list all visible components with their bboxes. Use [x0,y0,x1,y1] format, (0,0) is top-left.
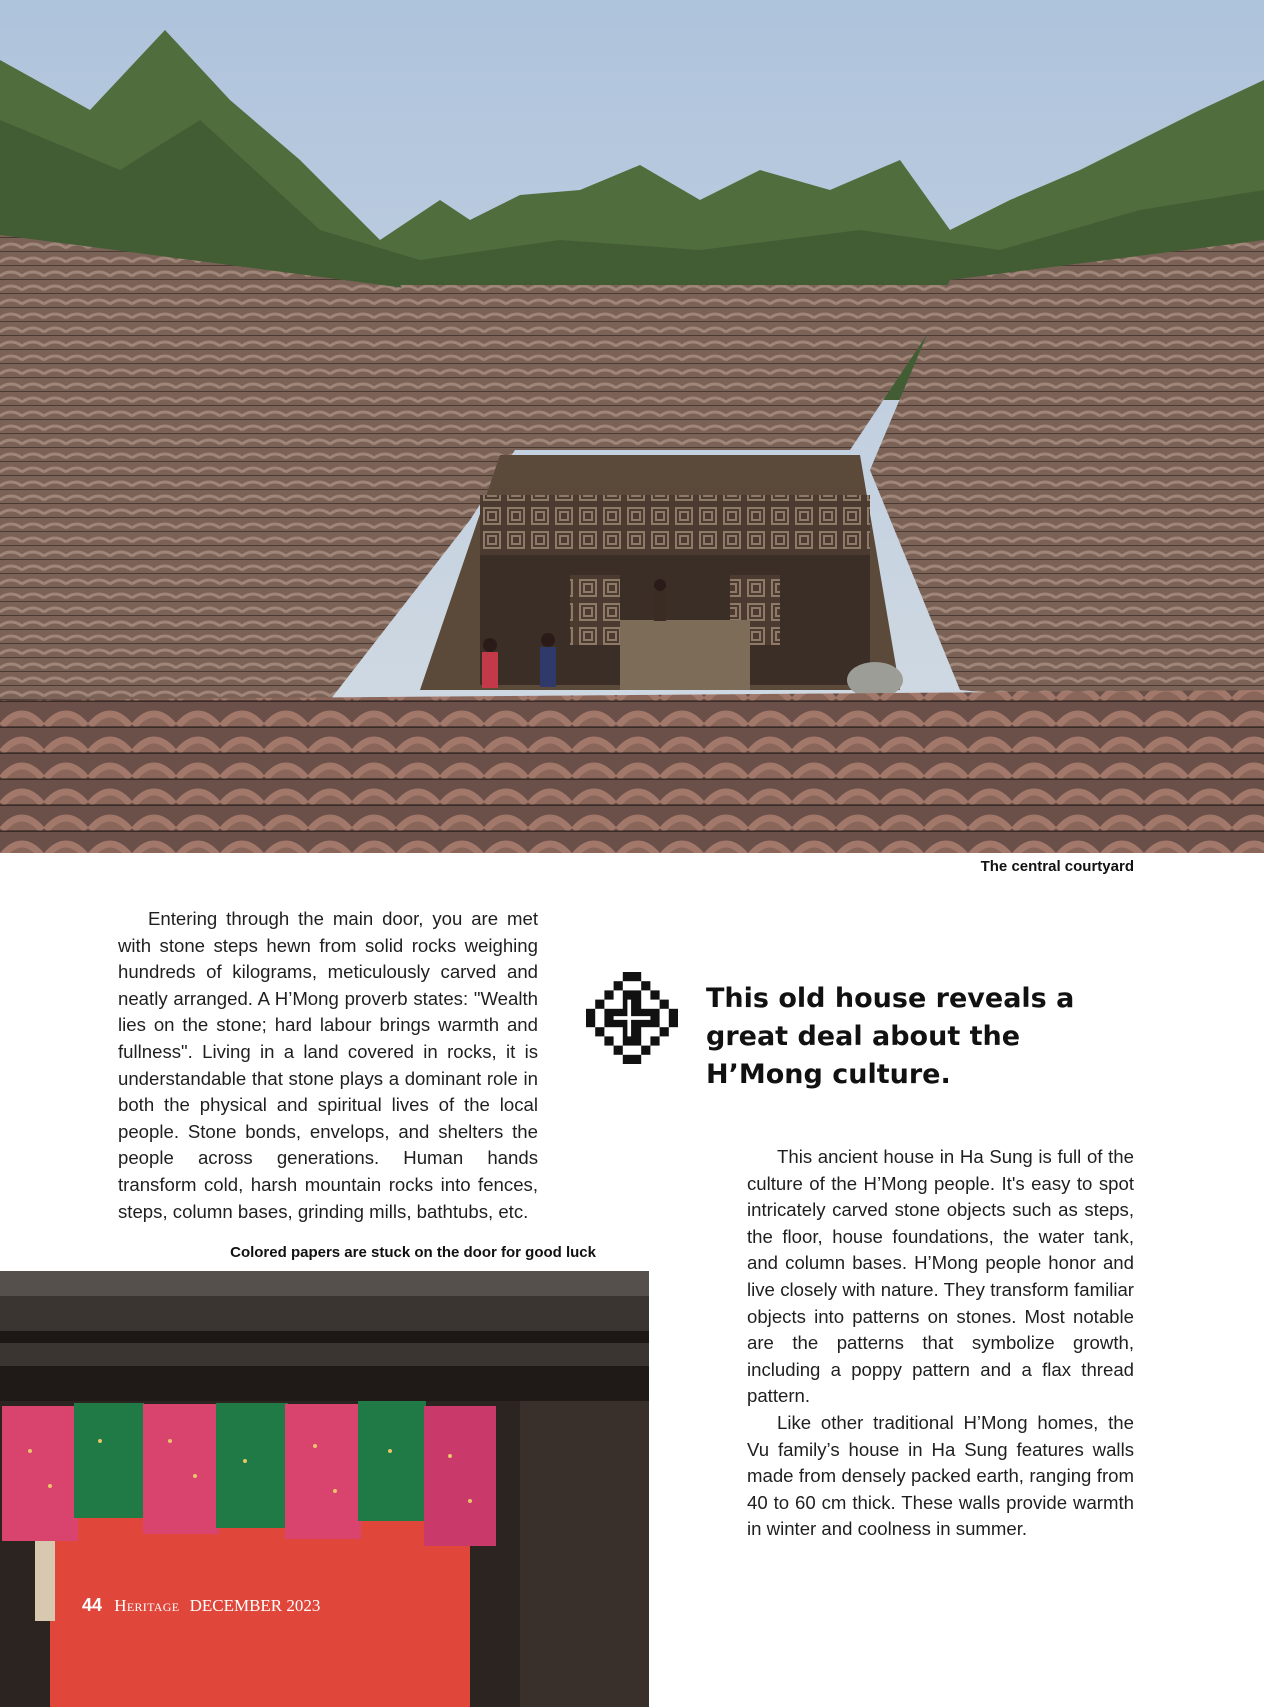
page-folio [82,1595,320,1616]
pull-quote: This old house reveals a great deal about the H’Mong culture. [706,983,1075,1090]
right-paragraph: Like other traditional H’Mong homes, the Vu family’s house in Ha Sung features walls made from densely packed earth, ranging from 40 to 60 cm thick. These walls provide warmth in winter and coolness in summer. [747,1411,1134,1540]
courtyard-photo [0,0,1264,853]
courtyard-caption: The central courtyard [980,858,1134,875]
page-number: 44 [82,1595,103,1615]
right-paragraph: This ancient house in Ha Sung is full of the culture of the H’Mong people. It's easy to spot intricately carved stone objects such as steps, the floor, house foundations, the water tank, and column bases. H’Mong people honor and live closely with nature. They transform familiar objects into patterns on stones. Most notable are the patterns that symbolize growth, including a poppy pattern and a flax thread pattern. [747,1146,1134,1407]
magazine-name: Heritage [114,1596,180,1615]
courtyard-photo-illustration [0,0,1264,853]
hmong-motif-icon [586,972,678,1064]
door-caption: Colored papers are stuck on the door for good luck [230,1244,596,1261]
left-paragraph: Entering through the main door, you are met with stone steps hewn from solid rocks weighing hundreds of kilograms, meticulously carved and neatly arranged. A H’Mong proverb states: "Wealth lies on the stone; hard labour brings warmth and fullness". Living in a land covered in rocks, it is understandable that stone plays a dominant role in both the physical and spiritual lives of the local people. Stone bonds, envelops, and shelters the people across generations. Human hands transform cold, harsh mountain rocks into fences, steps, column bases, grinding mills, bathtubs, etc. [118,908,538,1222]
door-photo [0,1271,649,1707]
door-photo-illustration [0,1271,649,1707]
issue-date: DECEMBER 2023 [189,1596,321,1615]
left-column [118,906,538,1225]
right-column [747,1144,1134,1543]
